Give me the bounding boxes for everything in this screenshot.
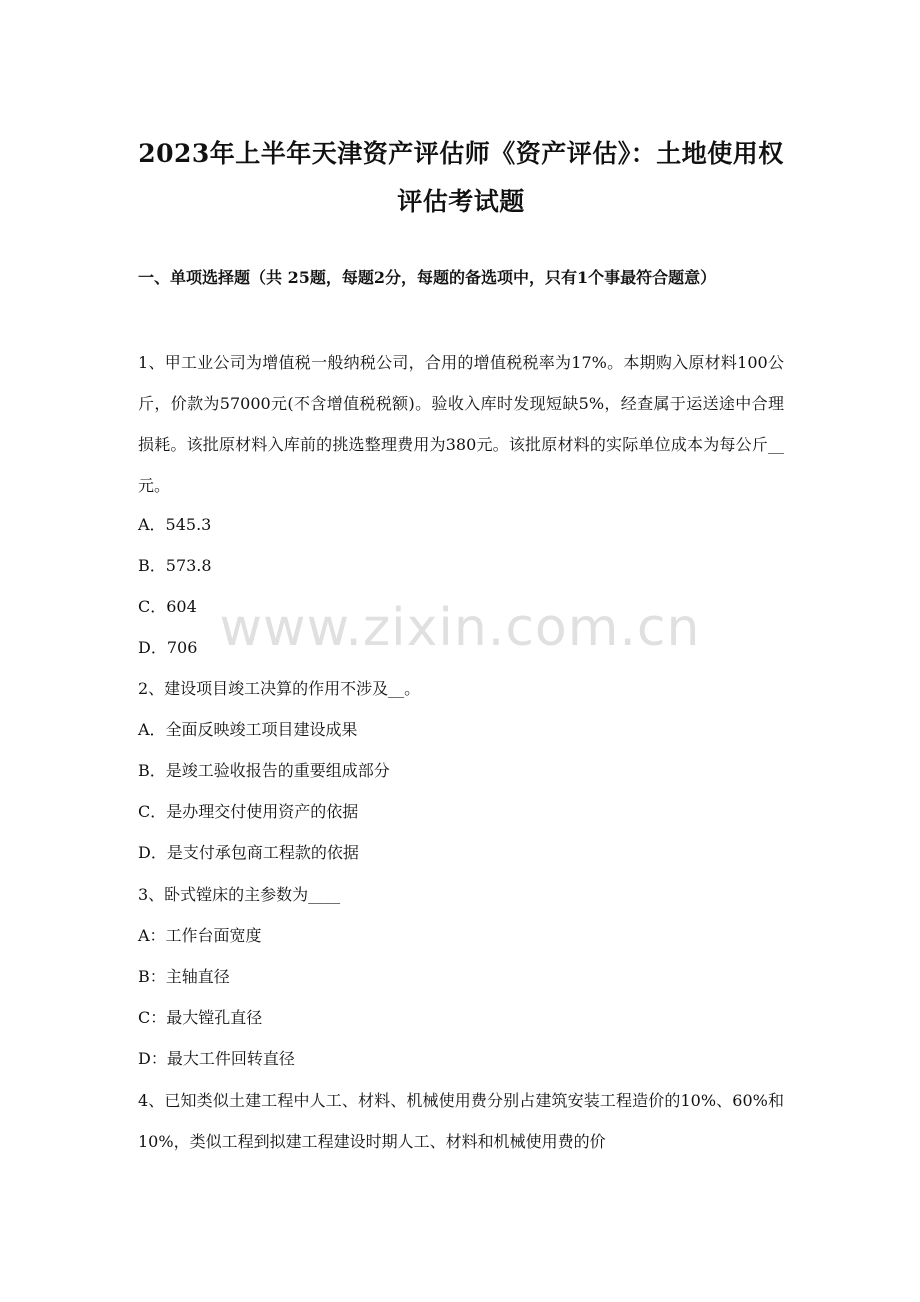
question-4-stem: 4、已知类似土建工程中人工、材料、机械使用费分别占建筑安装工程造价的10%、60%和10%，类似工程到拟建工程建设时期人工、材料和机械使用费的价 — [138, 1091, 784, 1151]
question-3-option-a: A：工作台面宽度 — [138, 926, 262, 945]
question-2-option-a: A．全面反映竣工项目建设成果 — [138, 720, 358, 739]
section-heading: 一、单项选择题（共 25题，每题2分，每题的备选项中，只有1个事最符合题意） — [138, 268, 717, 287]
question-1-stem: 1、甲工业公司为增值税一般纳税公司，合用的增值税税率为17%。本期购入原材料100公斤，价款为57000元(不含增值税税额)。验收入库时发现短缺5%，经查属于运送途中合理损耗。该批原材料入库前的挑选整理费用为380元。该批原材料的实际单位成本为每公斤__元。 — [138, 353, 784, 495]
document-title — [138, 130, 784, 226]
question-2-option-b: B．是竣工验收报告的重要组成部分 — [138, 761, 390, 780]
question-1-option-b: B．573.8 — [138, 556, 212, 575]
question-3-option-b: B：主轴直径 — [138, 967, 230, 986]
question-1-option-a: A．545.3 — [138, 515, 212, 534]
question-3-option-c: C：最大镗孔直径 — [138, 1008, 263, 1027]
title-line-1: 2023年上半年天津资产评估师《资产评估》：土地使用权 — [138, 139, 784, 168]
question-1-option-c: C．604 — [138, 597, 197, 616]
question-3-option-d: D：最大工件回转直径 — [138, 1049, 295, 1068]
title-line-2: 评估考试题 — [397, 187, 525, 216]
question-3-stem: 3、卧式镗床的主参数为____ — [138, 885, 341, 904]
question-1-option-d: D．706 — [138, 638, 198, 657]
question-2-option-d: D．是支付承包商工程款的依据 — [138, 843, 359, 862]
question-2-option-c: C．是办理交付使用资产的依据 — [138, 802, 359, 821]
question-2-stem: 2、建设项目竣工决算的作用不涉及__。 — [138, 679, 421, 698]
watermark: www.zixin.com.cn — [219, 598, 701, 658]
